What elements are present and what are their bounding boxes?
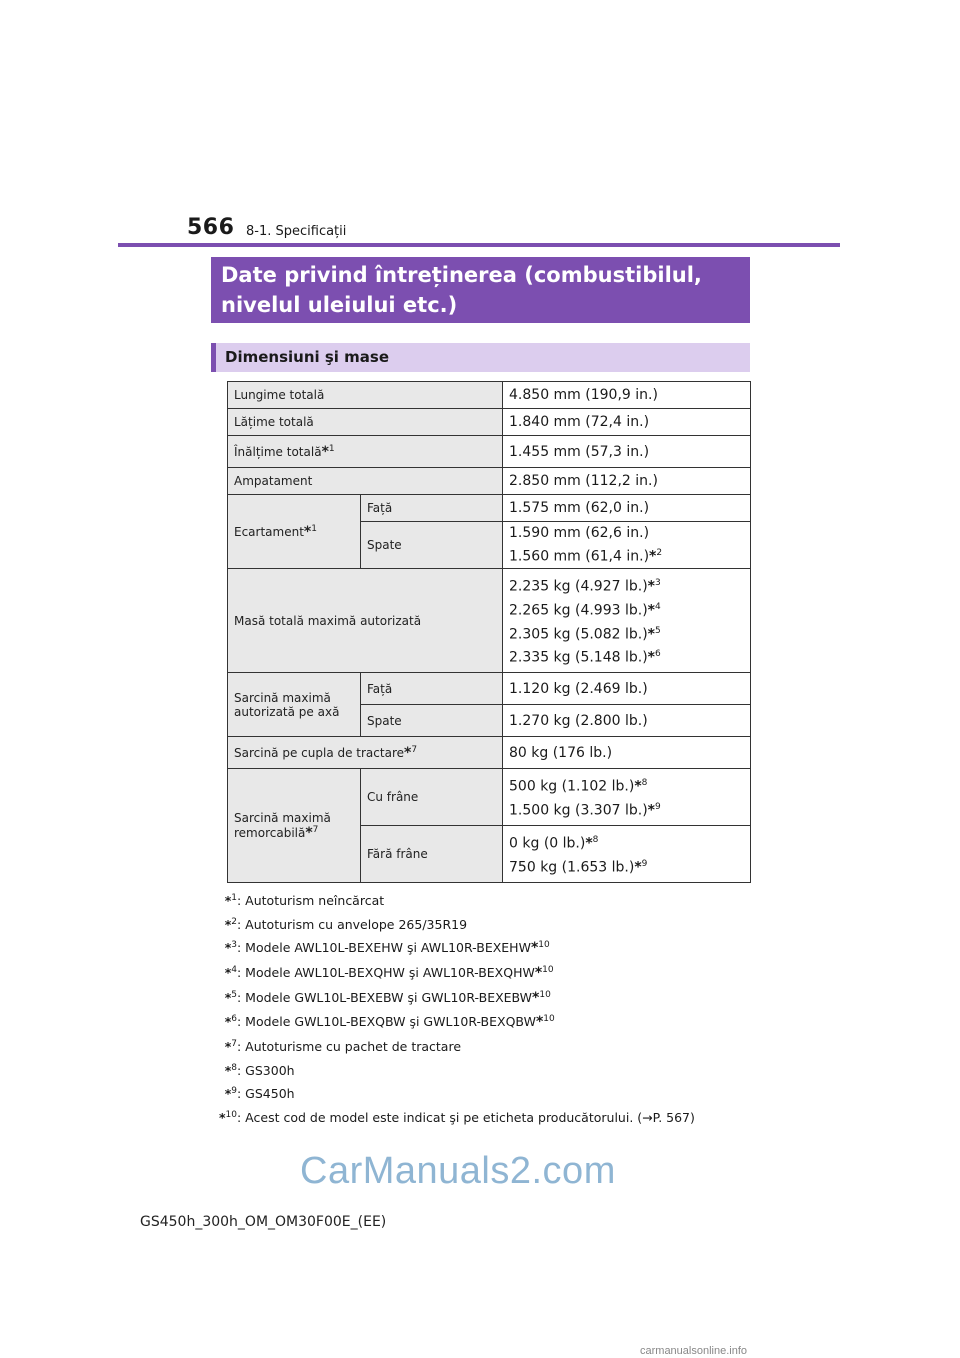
row-label: Sarcină maximă autorizată pe axă bbox=[228, 673, 361, 737]
model-code: GS450h_300h_OM_OM30F00E_(EE) bbox=[140, 1214, 387, 1230]
sub-label: Fără frâne bbox=[361, 826, 503, 883]
row-label: Lungime totală bbox=[228, 382, 503, 409]
row-value: 1.575 mm (62,0 in.) bbox=[503, 495, 751, 522]
row-value: 1.270 kg (2.800 lb.) bbox=[503, 705, 751, 737]
table-row bbox=[228, 436, 751, 468]
section-title: Date privind întreținerea (combustibilul, nivelul uleiului etc.) bbox=[211, 257, 750, 323]
row-label: Înălțime totală*$^1$ bbox=[228, 436, 503, 468]
sub-label: Față bbox=[361, 673, 503, 705]
row-value: 0 kg (0 lb.)*$^8$ 750 kg (1.653 lb.)*$^9$ bbox=[503, 826, 751, 883]
row-label: Masă totală maximă autorizată bbox=[228, 569, 503, 673]
row-value: 1.455 mm (57,3 in.) bbox=[503, 436, 751, 468]
table-row bbox=[228, 382, 751, 409]
header-rule bbox=[118, 243, 840, 247]
row-value: 1.120 kg (2.469 lb.) bbox=[503, 673, 751, 705]
footnote: *$^2$: Autoturism cu anvelope 265/35R19 bbox=[224, 916, 468, 932]
row-label: Ampatament bbox=[228, 468, 503, 495]
sub-label: Spate bbox=[361, 705, 503, 737]
footnote: *$^7$: Autoturisme cu pachet de tractare bbox=[224, 1038, 462, 1055]
sub-label: Spate bbox=[361, 522, 503, 569]
row-label: Sarcină pe cupla de tractare*$^7$ bbox=[228, 737, 503, 769]
row-value: 80 kg (176 lb.) bbox=[503, 737, 751, 769]
table-row bbox=[228, 769, 751, 826]
footnote: *$^9$: GS450h bbox=[224, 1086, 295, 1102]
dimensions-table bbox=[227, 381, 751, 883]
watermark-text: CarManuals2.com bbox=[300, 1150, 616, 1192]
footnote: *$^5$: Modele GWL10L-BEXEBW şi GWL10R-BEXEBW*$^{10}$ bbox=[224, 989, 551, 1006]
footnote: *$^3$: Modele AWL10L-BEXEHW şi AWL10R-BEXEHW*$^{10}$ bbox=[224, 940, 550, 957]
table-row bbox=[228, 409, 751, 436]
row-label: Ecartament*$^1$ bbox=[228, 495, 361, 569]
sub-label: Față bbox=[361, 495, 503, 522]
row-value: 1.840 mm (72,4 in.) bbox=[503, 409, 751, 436]
subsection-title: Dimensiuni şi mase bbox=[211, 343, 750, 372]
row-value: 2.235 kg (4.927 lb.)*$^3$ 2.265 kg (4.993 lb.)*$^4$ 2.305 kg (5.082 lb.)*$^5$ 2.335 kg (5.148 lb.)*$^6$ bbox=[503, 569, 751, 673]
footnote: *$^1$: Autoturism neîncărcat bbox=[224, 893, 385, 909]
footnote: *$^6$: Modele GWL10L-BEXQBW şi GWL10R-BEXQBW*$^{10}$ bbox=[224, 1014, 555, 1031]
table-row bbox=[228, 468, 751, 495]
footnote: *$^8$: GS300h bbox=[224, 1062, 295, 1078]
row-value: 2.850 mm (112,2 in.) bbox=[503, 468, 751, 495]
sub-label: Cu frâne bbox=[361, 769, 503, 826]
row-label: Sarcină maximă remorcabilă*$^7$ bbox=[228, 769, 361, 883]
table-row bbox=[228, 737, 751, 769]
footnotes bbox=[210, 888, 695, 1129]
footnote: *$^4$: Modele AWL10L-BEXQHW şi AWL10R-BEXQHW*$^{10}$ bbox=[224, 964, 554, 982]
row-value: 4.850 mm (190,9 in.) bbox=[503, 382, 751, 409]
table-row bbox=[228, 569, 751, 673]
table-row bbox=[228, 673, 751, 705]
page-number: 566 bbox=[187, 215, 235, 240]
row-label: Lățime totală bbox=[228, 409, 503, 436]
footnote: *$^{10}$: Acest cod de model este indicat şi pe eticheta producătorului. (→P. 567) bbox=[219, 1109, 695, 1126]
table-row bbox=[228, 495, 751, 522]
row-value: 1.590 mm (62,6 in.) 1.560 mm (61,4 in.)*$^2$ bbox=[503, 522, 751, 569]
section-label: 8-1. Specificații bbox=[246, 224, 347, 239]
footer-site: carmanualsonline.info bbox=[640, 1345, 748, 1357]
row-value: 500 kg (1.102 lb.)*$^8$ 1.500 kg (3.307 lb.)*$^9$ bbox=[503, 769, 751, 826]
